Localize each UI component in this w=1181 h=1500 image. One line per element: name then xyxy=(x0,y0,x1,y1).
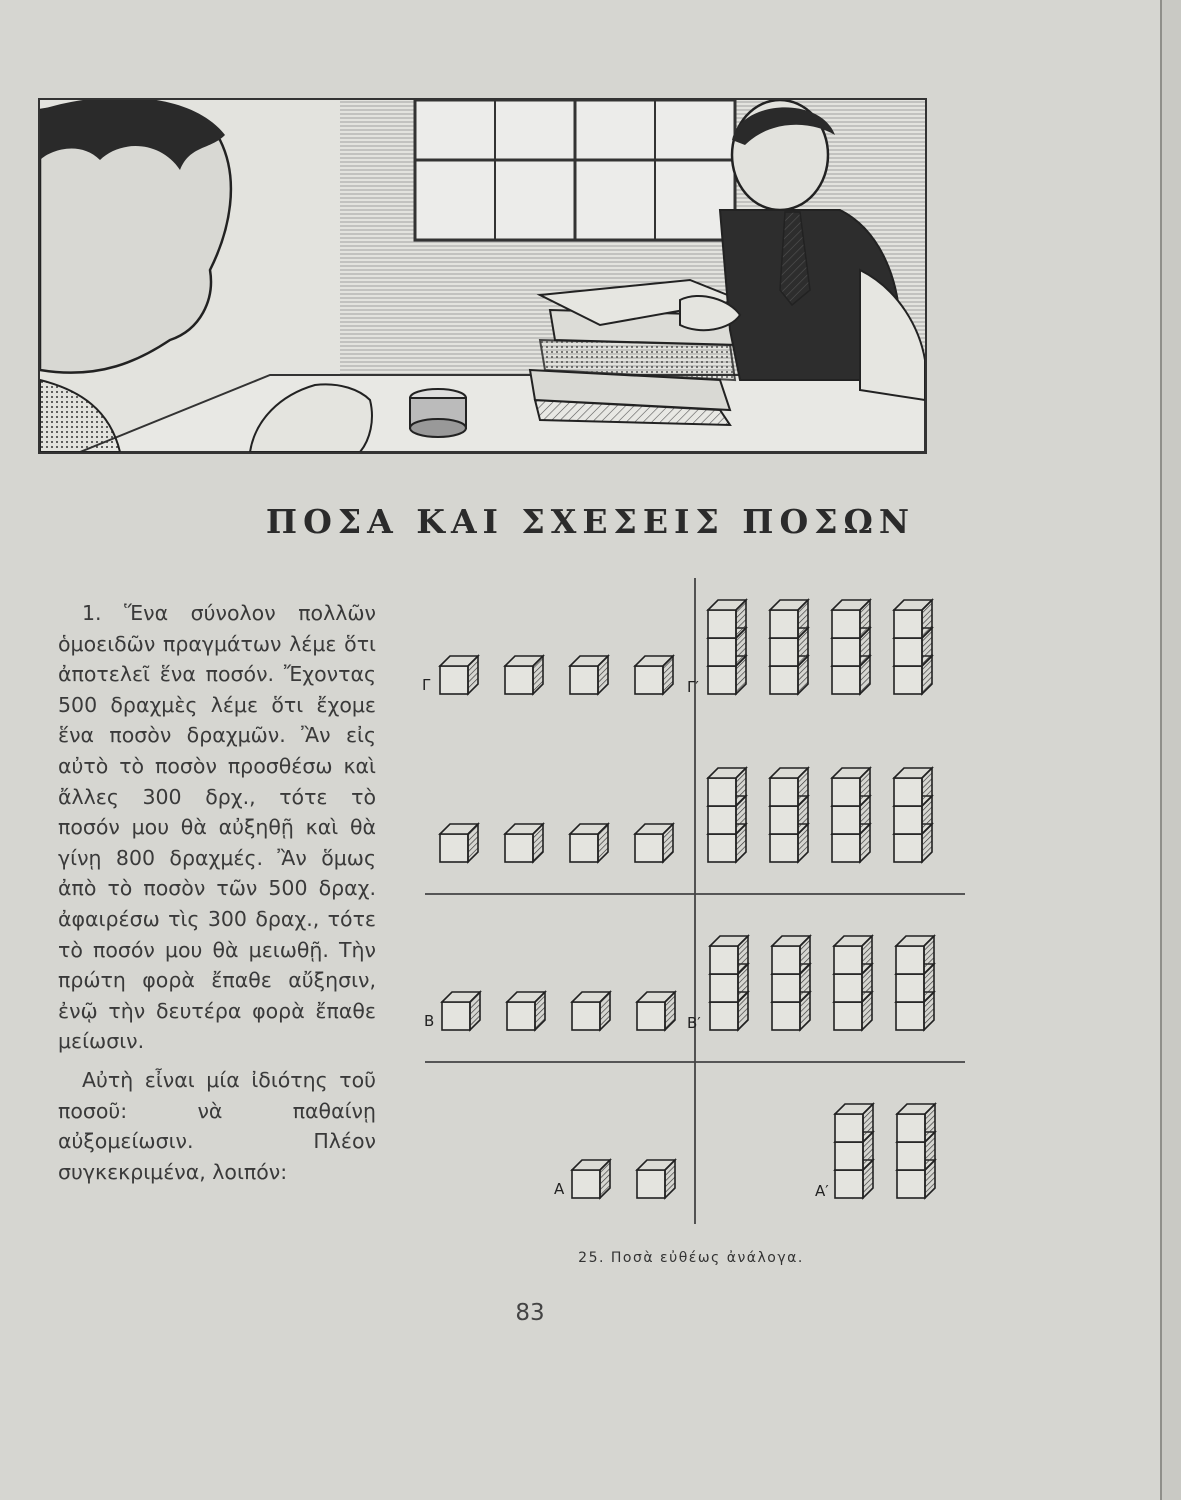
left-cube-row1-4-front xyxy=(635,666,663,694)
right-cube-row1-col1-1-front xyxy=(708,666,736,694)
right-cube-row3-col1-2-front xyxy=(710,974,738,1002)
left-cube-row2-2-front xyxy=(505,834,533,862)
right-cube-row3-col2-1-front xyxy=(772,1002,800,1030)
left-cube-row3-2-front xyxy=(507,1002,535,1030)
left-cube-row3-1-front xyxy=(442,1002,470,1030)
right-cube-row3-col1-3-front xyxy=(710,946,738,974)
right-cube-row1-col1-3-front xyxy=(708,610,736,638)
right-cube-row3-col2-2-front xyxy=(772,974,800,1002)
right-cube-row2-col4-1-front xyxy=(894,834,922,862)
right-cube-row1-col4-1-front xyxy=(894,666,922,694)
right-cube-row2-col1-3-front xyxy=(708,778,736,806)
right-cube-row2-col2-3-front xyxy=(770,778,798,806)
right-cube-row2-col2-1-front xyxy=(770,834,798,862)
page-title: ΠΟΣΑ ΚΑΙ ΣΧΕΣΕΙΣ ΠΟΣΩΝ xyxy=(265,502,916,541)
right-cube-row2-col4-3-front xyxy=(894,778,922,806)
right-cube-row4-col2-1-front xyxy=(897,1170,925,1198)
right-label-row4: Α′ xyxy=(815,1182,829,1200)
figure-direct-proportion xyxy=(410,576,970,1226)
right-cube-row4-col1-2-front xyxy=(835,1142,863,1170)
right-cube-row1-col3-1-front xyxy=(832,666,860,694)
right-cube-row1-col3-2-front xyxy=(832,638,860,666)
right-cube-row2-col3-3-front xyxy=(832,778,860,806)
left-cube-row4-1-front xyxy=(572,1170,600,1198)
right-cube-row2-col3-1-front xyxy=(832,834,860,862)
left-cube-row4-2-front xyxy=(637,1170,665,1198)
figure-drawing xyxy=(410,576,970,1226)
right-cube-row1-col2-2-front xyxy=(770,638,798,666)
right-label-row1: Γ′ xyxy=(687,678,699,696)
left-cube-row1-1-front xyxy=(440,666,468,694)
right-cube-row3-col4-3-front xyxy=(896,946,924,974)
right-cube-row1-col2-3-front xyxy=(770,610,798,638)
paragraph-1: 1. Ἕνα σύνολον πολλῶν ὁμοειδῶν πραγμάτων λέμε ὅτι ἀποτελεῖ ἕνα ποσόν. Ἔχοντας 500 δραχμὲς λέμε ὅτι ἔχομε ἕνα ποσὸν δραχμῶν. Ἂν εἰς αὐτὸ τὸ ποσὸν προσθέσω καὶ ἄλλες 300 δρχ., τότε τὸ ποσόν μου θὰ αὐξηθῇ καὶ θὰ γίνῃ 800 δραχμές. Ἂν ὅμως ἀπὸ τὸ ποσὸν τῶν 500 δραχ. ἀφαιρέσω τὶς 300 δραχ., τότε τὸ ποσόν μου θὰ μειωθῇ. Τὴν πρώτη φορὰ ἔπαθε αὔξησιν, ἐνῷ τὴν δευτέρα φορὰ ἔπαθε μείωσιν. xyxy=(58,601,376,1054)
left-label-row1: Γ xyxy=(422,676,431,694)
right-cube-row3-col3-2-front xyxy=(834,974,862,1002)
right-cube-row2-col1-1-front xyxy=(708,834,736,862)
right-cube-row3-col1-1-front xyxy=(710,1002,738,1030)
right-cube-row3-col2-3-front xyxy=(772,946,800,974)
right-cube-row4-col1-1-front xyxy=(835,1170,863,1198)
illustration-boys-with-books-and-coins xyxy=(38,98,927,454)
right-cube-row1-col2-1-front xyxy=(770,666,798,694)
left-cube-row2-1-front xyxy=(440,834,468,862)
right-cube-row1-col4-2-front xyxy=(894,638,922,666)
right-label-row3: Β′ xyxy=(687,1014,701,1032)
right-cube-row1-col1-2-front xyxy=(708,638,736,666)
figure-caption: 25. Ποσὰ εὐθέως ἀνάλογα. xyxy=(578,1250,804,1266)
right-cube-row3-col3-3-front xyxy=(834,946,862,974)
right-cube-row2-col3-2-front xyxy=(832,806,860,834)
left-cube-row3-3-front xyxy=(572,1002,600,1030)
left-label-row4: Α xyxy=(554,1180,565,1198)
left-label-row3: Β xyxy=(424,1012,435,1030)
right-cube-row4-col1-3-front xyxy=(835,1114,863,1142)
right-cube-row4-col2-2-front xyxy=(897,1142,925,1170)
paragraph-2: Αὐτὴ εἶναι μία ἰδιότης τοῦ ποσοῦ: νὰ παθαίνῃ αὐξομείωσιν. Πλέον συγκεκριμένα, λοιπόν: xyxy=(58,1067,376,1184)
left-cube-row3-4-front xyxy=(637,1002,665,1030)
right-cube-row3-col3-1-front xyxy=(834,1002,862,1030)
left-cube-row2-4-front xyxy=(635,834,663,862)
right-cube-row2-col2-2-front xyxy=(770,806,798,834)
right-cube-row4-col2-3-front xyxy=(897,1114,925,1142)
left-cube-row2-3-front xyxy=(570,834,598,862)
right-cube-row3-col4-1-front xyxy=(896,1002,924,1030)
right-cube-row2-col1-2-front xyxy=(708,806,736,834)
right-cube-row3-col4-2-front xyxy=(896,974,924,1002)
illustration-drawing xyxy=(40,100,925,452)
left-cube-row1-3-front xyxy=(570,666,598,694)
page-number: 83 xyxy=(515,1300,545,1326)
left-cube-row1-2-front xyxy=(505,666,533,694)
right-cube-row1-col3-3-front xyxy=(832,610,860,638)
body-text xyxy=(58,598,376,1187)
right-cube-row1-col4-3-front xyxy=(894,610,922,638)
right-cube-row2-col4-2-front xyxy=(894,806,922,834)
